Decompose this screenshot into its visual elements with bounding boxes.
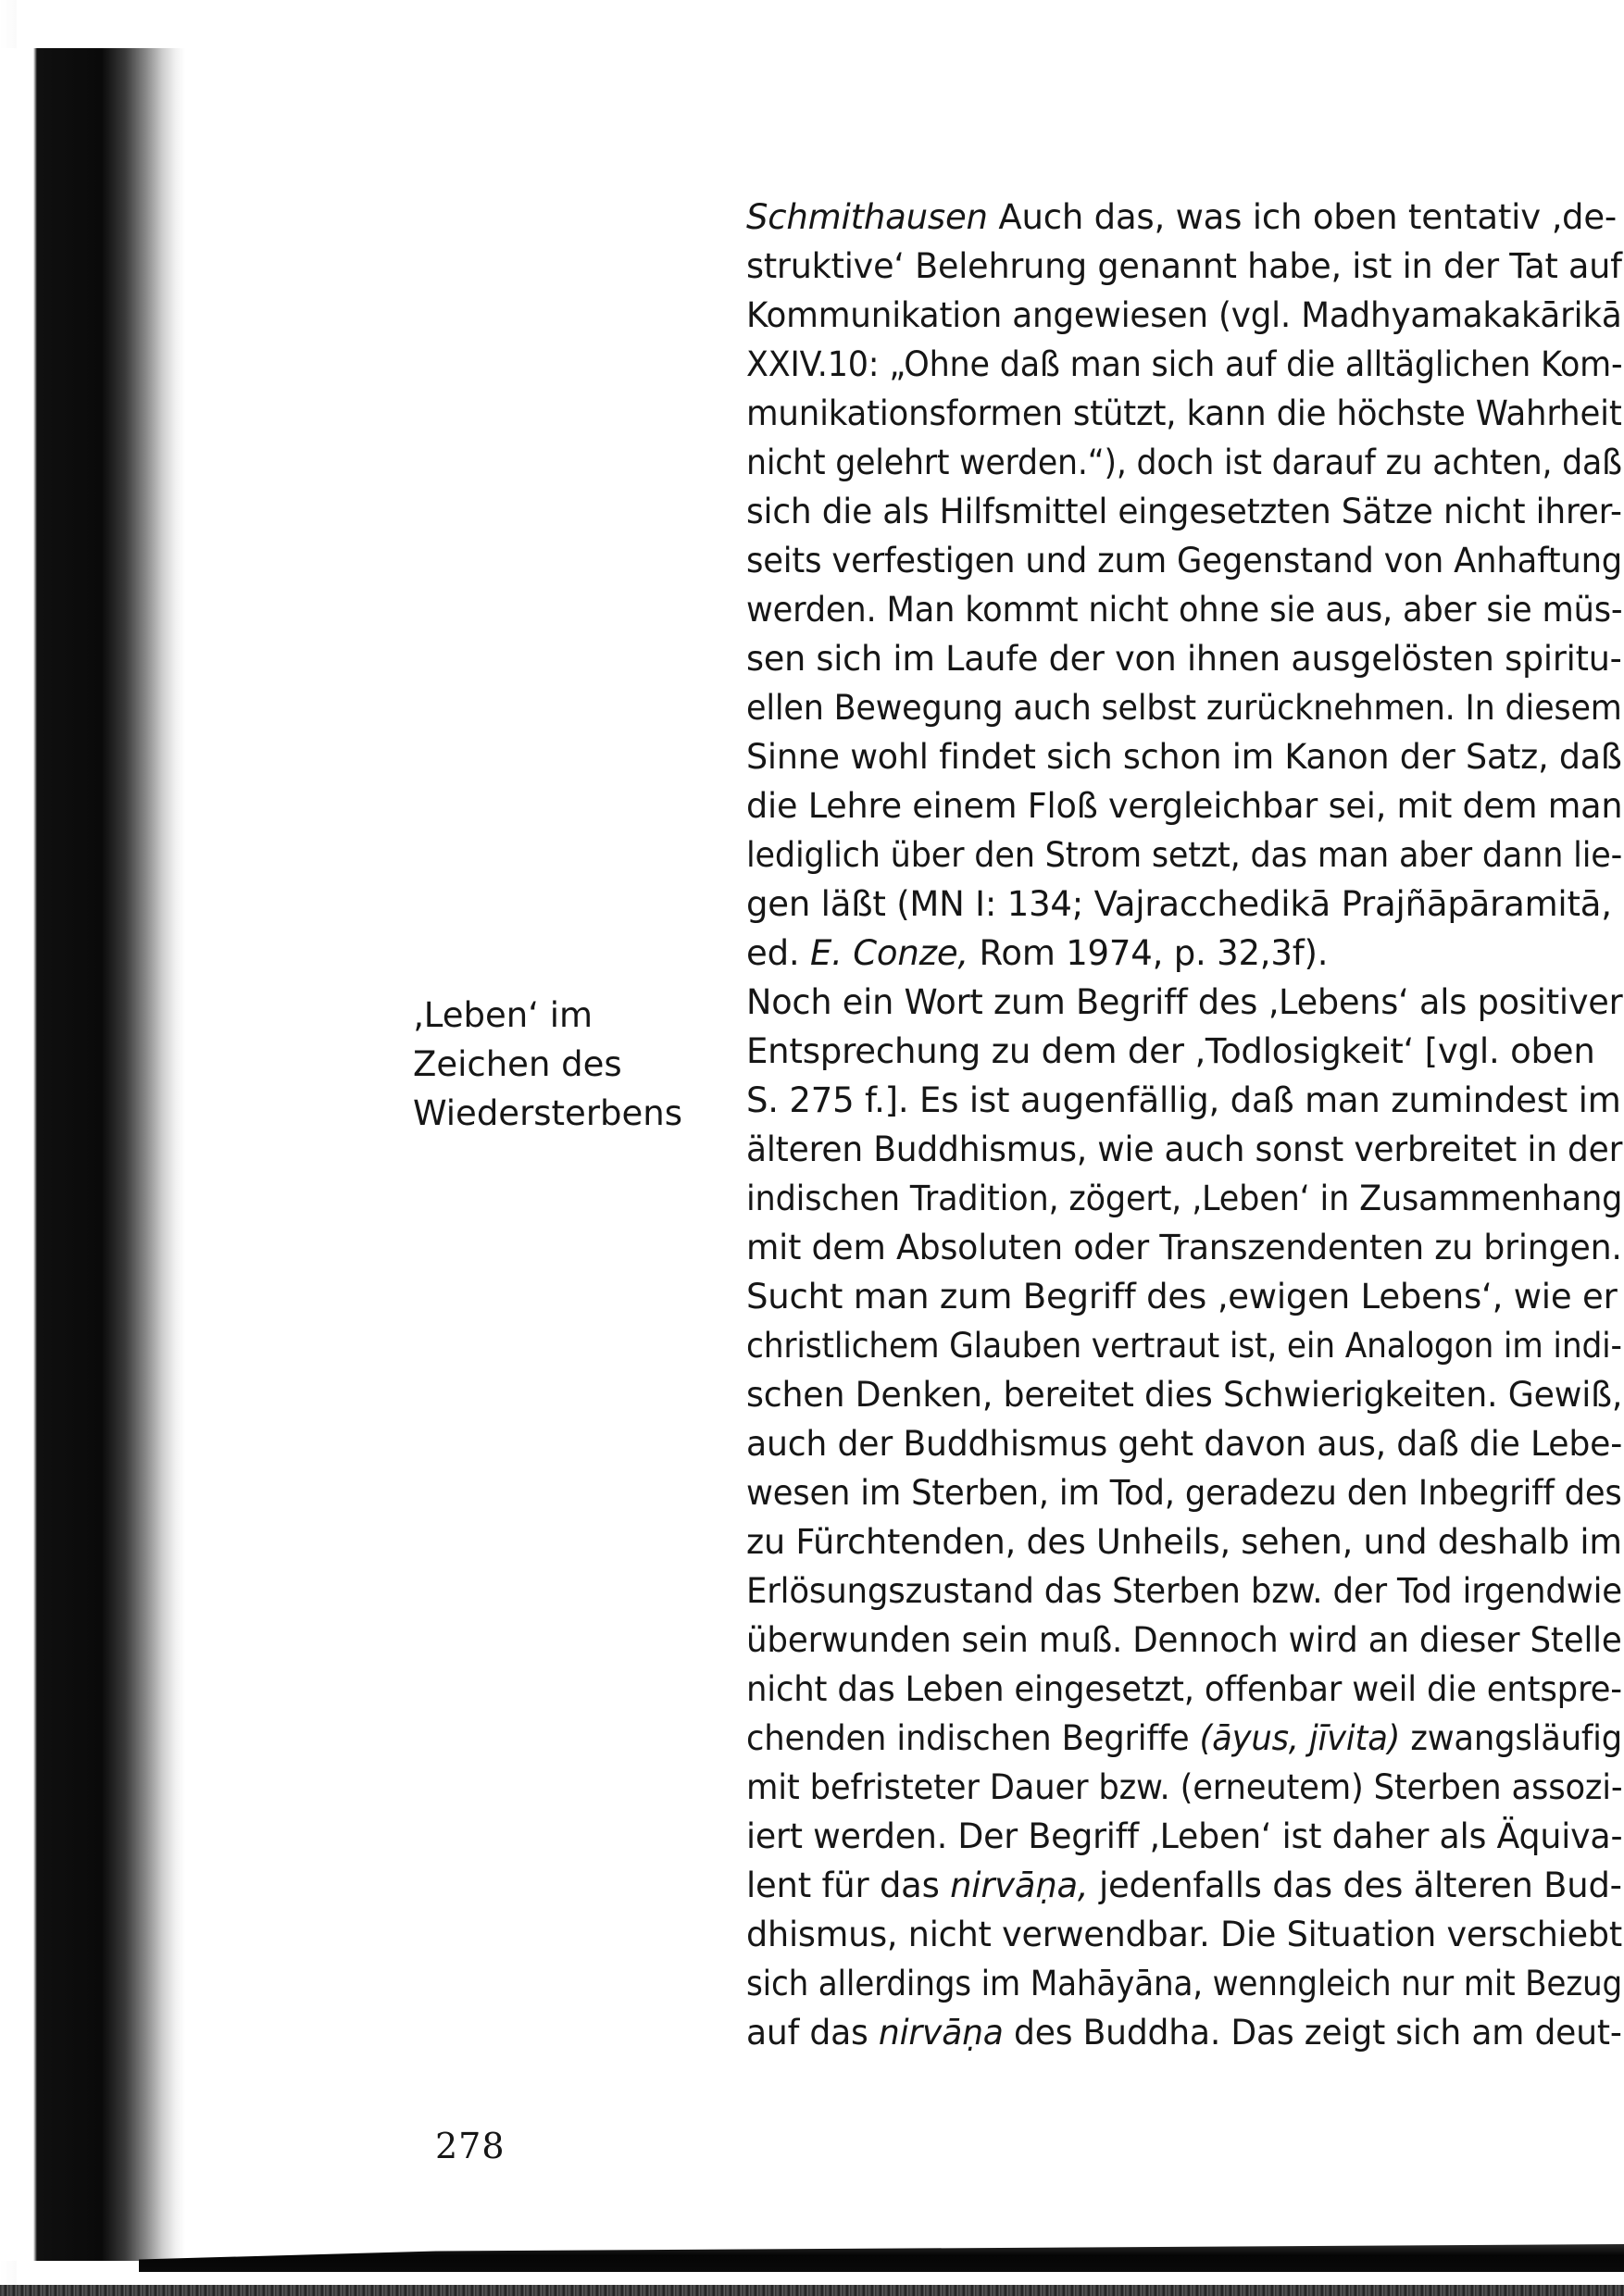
- text-segment: munikationsformen stützt, kann die höchste Wahrheit: [746, 393, 1622, 433]
- text-segment: gen läßt (MN I: 134; Vajracchedikā Prajñāpāramitā,: [746, 884, 1612, 924]
- body-text-line: [746, 1125, 1623, 1174]
- text-segment: nicht das Leben eingesetzt, offenbar weil die entspre-: [746, 1669, 1622, 1709]
- text-segment: überwunden sein muß. Dennoch wird an dieser Stelle: [746, 1620, 1622, 1660]
- text-segment: S. 275 f.]. Es ist augenfällig, daß man zumindest im: [746, 1080, 1621, 1120]
- body-text-line: [746, 1763, 1623, 1812]
- text-segment: nicht gelehrt werden.“), doch ist darauf zu achten, daß: [746, 443, 1622, 482]
- text-segment: Noch ein Wort zum Begriff des ‚Lebens‘ als positiver: [746, 982, 1623, 1022]
- text-segment: sich allerdings im Mahāyāna, wenngleich nur mit Bezug: [746, 1964, 1623, 2003]
- text-segment: ed.: [746, 933, 810, 973]
- marginal-note-line: Wiedersterbens: [413, 1093, 683, 1133]
- body-text-line: [746, 880, 1622, 929]
- text-segment: iert werden. Der Begriff ‚Leben‘ ist daher als Äquiva-: [746, 1816, 1623, 1856]
- text-segment: struktive‘ Belehrung genannt habe, ist in der Tat auf: [746, 246, 1622, 286]
- body-text-line: [746, 1714, 1623, 1763]
- body-text-line: [746, 585, 1623, 634]
- body-text-line: [746, 1027, 1622, 1076]
- text-segment: wesen im Sterben, im Tod, geradezu den Inbegriff des: [746, 1473, 1622, 1513]
- body-text-line: [746, 1223, 1622, 1272]
- body-text-line: [746, 1959, 1623, 2008]
- page-bottom-shadow: [139, 2244, 1624, 2272]
- body-text-line: [746, 1370, 1623, 1419]
- text-segment: Sinne wohl findet sich schon im Kanon der Satz, daß: [746, 737, 1622, 777]
- body-text-line: [746, 732, 1622, 781]
- text-segment: lediglich über den Strom setzt, das man aber dann lie-: [746, 835, 1623, 875]
- body-text-line: [746, 291, 1622, 340]
- body-text-line: [746, 2008, 1622, 2057]
- italic-text: nirvāṇa,: [950, 1866, 1089, 1905]
- text-segment: die Lehre einem Floß vergleichbar sei, mit dem man: [746, 786, 1623, 826]
- text-segment: auch der Buddhismus geht davon aus, daß die Lebe-: [746, 1424, 1623, 1464]
- book-spine-shadow: [0, 48, 185, 2261]
- body-text-line: [746, 1174, 1623, 1223]
- body-text: [746, 193, 1622, 2057]
- text-segment: indischen Tradition, zögert, ‚Leben‘ in Zusammenhang: [746, 1179, 1623, 1218]
- body-text-line: [746, 193, 1622, 242]
- marginal-note-line: ‚Leben‘ im: [413, 995, 593, 1035]
- text-segment: lent für das: [746, 1866, 951, 1905]
- scan-bottom-strip: [0, 2285, 1624, 2296]
- body-text-line: [746, 1665, 1622, 1714]
- text-segment: Kommunikation angewiesen (vgl. Madhyamakakārikā: [746, 295, 1622, 335]
- body-text-line: [746, 1616, 1622, 1665]
- body-text-line: [746, 978, 1623, 1027]
- body-text-line: [746, 1812, 1623, 1861]
- body-text-line: [746, 1517, 1622, 1566]
- italic-text: Schmithausen: [746, 197, 988, 237]
- body-text-line: [746, 929, 1622, 978]
- text-segment: ellen Bewegung auch selbst zurücknehmen. In diesem: [746, 688, 1622, 728]
- page-number: 278: [435, 2126, 506, 2166]
- text-segment: sen sich im Laufe der von ihnen ausgelösten spiritu-: [746, 639, 1622, 679]
- text-segment: chenden indischen Begriffe: [746, 1718, 1200, 1758]
- body-text-line: [746, 1272, 1622, 1321]
- text-segment: christlichem Glauben vertraut ist, ein Analogon im indi-: [746, 1326, 1622, 1366]
- italic-text: E. Conze,: [809, 933, 968, 973]
- body-text-line: [746, 438, 1622, 487]
- text-segment: zwangsläufig: [1400, 1718, 1623, 1758]
- body-text-line: [746, 634, 1622, 683]
- text-segment: jedenfalls das des älteren Bud-: [1088, 1866, 1622, 1905]
- body-text-line: [746, 1566, 1622, 1616]
- text-segment: zu Fürchtenden, des Unheils, sehen, und deshalb im: [746, 1522, 1622, 1562]
- text-segment: Erlösungszustand das Sterben bzw. der Tod irgendwie: [746, 1571, 1622, 1611]
- text-segment: Rom 1974, p. 32,3f).: [968, 933, 1329, 973]
- marginal-note: [413, 991, 691, 1138]
- text-segment: schen Denken, bereitet dies Schwierigkeiten. Gewiß,: [746, 1375, 1623, 1415]
- text-segment: auf das: [746, 2013, 879, 2053]
- body-text-line: [746, 1321, 1622, 1370]
- body-text-line: [746, 1861, 1622, 1910]
- text-segment: sich die als Hilfsmittel eingesetzten Sätze nicht ihrer-: [746, 492, 1622, 531]
- text-segment: Entsprechung zu dem der ‚Todlosigkeit‘ [vgl. oben: [746, 1031, 1595, 1071]
- text-segment: Auch das, was ich oben tentativ ‚de-: [987, 197, 1618, 237]
- body-text-line: [746, 683, 1622, 732]
- text-segment: älteren Buddhismus, wie auch sonst verbreitet in der: [746, 1129, 1623, 1169]
- body-text-line: [746, 340, 1623, 389]
- marginal-note-line: Zeichen des: [413, 1044, 622, 1084]
- body-text-line: [746, 389, 1622, 438]
- text-segment: XXIV.10: „Ohne daß man sich auf die alltäglichen Kom-: [746, 344, 1623, 384]
- body-text-line: [746, 1910, 1623, 1959]
- body-text-line: [746, 242, 1622, 291]
- body-text-line: [746, 1468, 1622, 1517]
- body-text-line: [746, 830, 1623, 880]
- body-text-line: [746, 487, 1622, 536]
- text-segment: Sucht man zum Begriff des ‚ewigen Lebens‘, wie er: [746, 1277, 1618, 1316]
- text-segment: dhismus, nicht verwendbar. Die Situation verschiebt: [746, 1915, 1623, 1954]
- body-text-line: [746, 1419, 1623, 1468]
- italic-text: nirvāṇa: [878, 2013, 1004, 2053]
- italic-text: (āyus, jīvita): [1199, 1718, 1401, 1758]
- body-text-line: [746, 536, 1623, 585]
- text-segment: mit befristeter Dauer bzw. (erneutem) Sterben assozi-: [746, 1767, 1623, 1807]
- body-text-line: [746, 781, 1623, 830]
- body-text-line: [746, 1076, 1622, 1125]
- text-segment: werden. Man kommt nicht ohne sie aus, aber sie müs-: [746, 590, 1623, 630]
- text-segment: seits verfestigen und zum Gegenstand von Anhaftung: [746, 541, 1623, 580]
- text-segment: mit dem Absoluten oder Transzendenten zu bringen.: [746, 1228, 1622, 1267]
- text-segment: des Buddha. Das zeigt sich am deut-: [1003, 2013, 1622, 2053]
